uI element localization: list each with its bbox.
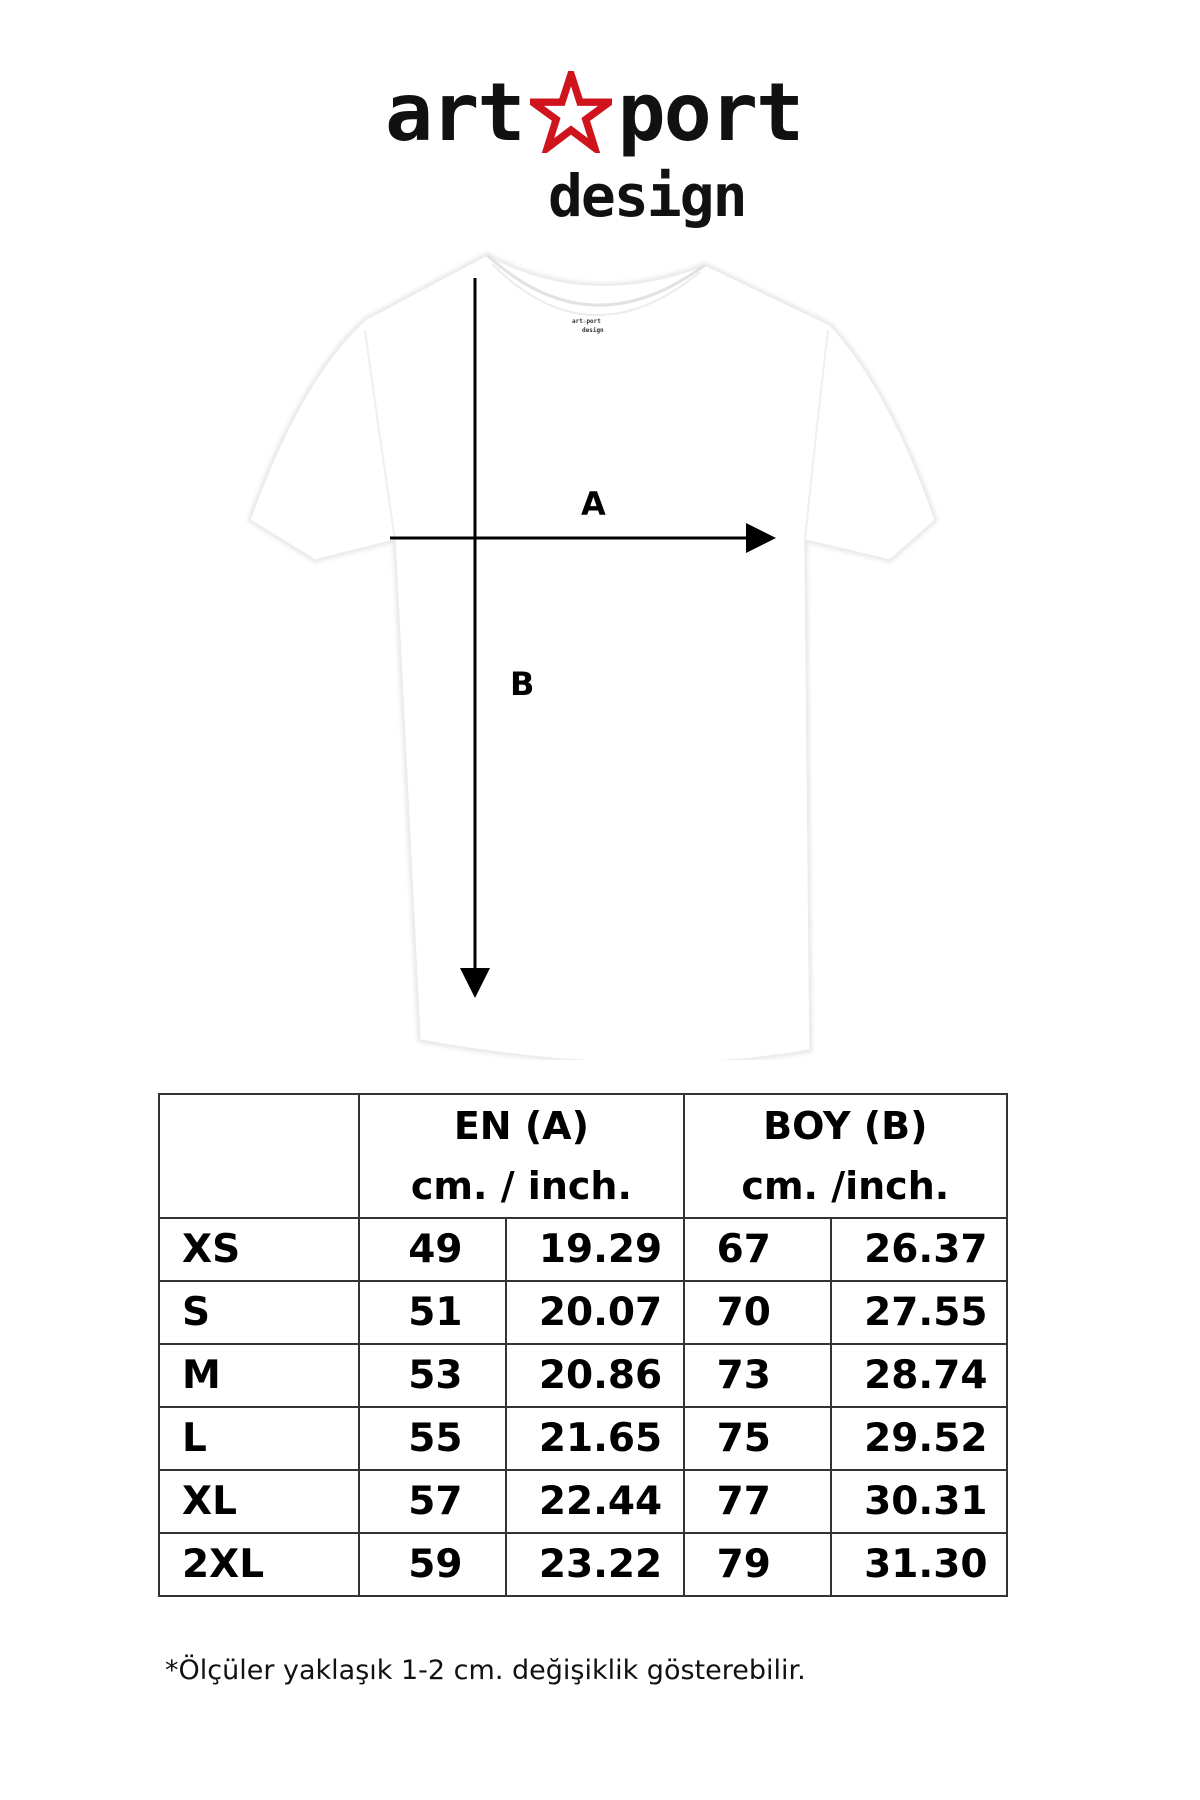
en-inch-cell: 21.65 xyxy=(506,1407,684,1470)
size-cell: L xyxy=(159,1407,359,1470)
size-cell: 2XL xyxy=(159,1533,359,1596)
measure-label-b: B xyxy=(510,665,535,703)
boy-inch-cell: 26.37 xyxy=(831,1218,1007,1281)
boy-cm-cell: 79 xyxy=(684,1533,831,1596)
shirt-tag-line2: design xyxy=(582,327,604,334)
en-inch-cell: 20.86 xyxy=(506,1344,684,1407)
header-boy-title: BOY (B) xyxy=(763,1104,928,1148)
brand-logo xyxy=(0,0,1200,240)
en-inch-cell: 22.44 xyxy=(506,1470,684,1533)
en-cm-cell: 51 xyxy=(359,1281,506,1344)
logo-wordmark xyxy=(385,65,803,159)
logo-word-right: port xyxy=(617,65,803,159)
en-cm-cell: 59 xyxy=(359,1533,506,1596)
tshirt-diagram xyxy=(0,240,1200,1060)
header-en xyxy=(359,1094,683,1218)
boy-inch-cell: 29.52 xyxy=(831,1407,1007,1470)
measure-label-a: A xyxy=(581,485,606,523)
table-row xyxy=(159,1407,1007,1470)
tshirt-illustration xyxy=(0,240,1200,1060)
logo-word-left: art xyxy=(385,65,524,159)
size-cell: XL xyxy=(159,1470,359,1533)
header-empty-cell xyxy=(159,1094,359,1218)
size-cell: XS xyxy=(159,1218,359,1281)
boy-cm-cell: 77 xyxy=(684,1470,831,1533)
footnote: *Ölçüler yaklaşık 1-2 cm. değişiklik gösterebilir. xyxy=(165,1655,806,1686)
en-inch-cell: 20.07 xyxy=(506,1281,684,1344)
en-inch-cell: 19.29 xyxy=(506,1218,684,1281)
en-cm-cell: 55 xyxy=(359,1407,506,1470)
size-chart-table xyxy=(158,1093,1008,1597)
boy-cm-cell: 67 xyxy=(684,1218,831,1281)
header-boy xyxy=(684,1094,1007,1218)
en-inch-cell: 23.22 xyxy=(506,1533,684,1596)
boy-cm-cell: 73 xyxy=(684,1344,831,1407)
boy-inch-cell: 31.30 xyxy=(831,1533,1007,1596)
table-header-row xyxy=(159,1094,1007,1218)
table-row xyxy=(159,1470,1007,1533)
table-row xyxy=(159,1344,1007,1407)
header-en-units: cm. / inch. xyxy=(410,1164,632,1208)
boy-cm-cell: 70 xyxy=(684,1281,831,1344)
boy-inch-cell: 30.31 xyxy=(831,1470,1007,1533)
table-row xyxy=(159,1533,1007,1596)
en-cm-cell: 57 xyxy=(359,1470,506,1533)
table-row xyxy=(159,1281,1007,1344)
star-icon xyxy=(530,71,612,153)
boy-inch-cell: 27.55 xyxy=(831,1281,1007,1344)
logo-subword: design xyxy=(548,162,746,230)
en-cm-cell: 53 xyxy=(359,1344,506,1407)
size-cell: M xyxy=(159,1344,359,1407)
boy-cm-cell: 75 xyxy=(684,1407,831,1470)
size-cell: S xyxy=(159,1281,359,1344)
table-row xyxy=(159,1218,1007,1281)
en-cm-cell: 49 xyxy=(359,1218,506,1281)
header-boy-units: cm. /inch. xyxy=(741,1164,950,1208)
shirt-tag-line1: art☆port xyxy=(572,318,601,325)
header-en-title: EN (A) xyxy=(453,1104,589,1148)
boy-inch-cell: 28.74 xyxy=(831,1344,1007,1407)
